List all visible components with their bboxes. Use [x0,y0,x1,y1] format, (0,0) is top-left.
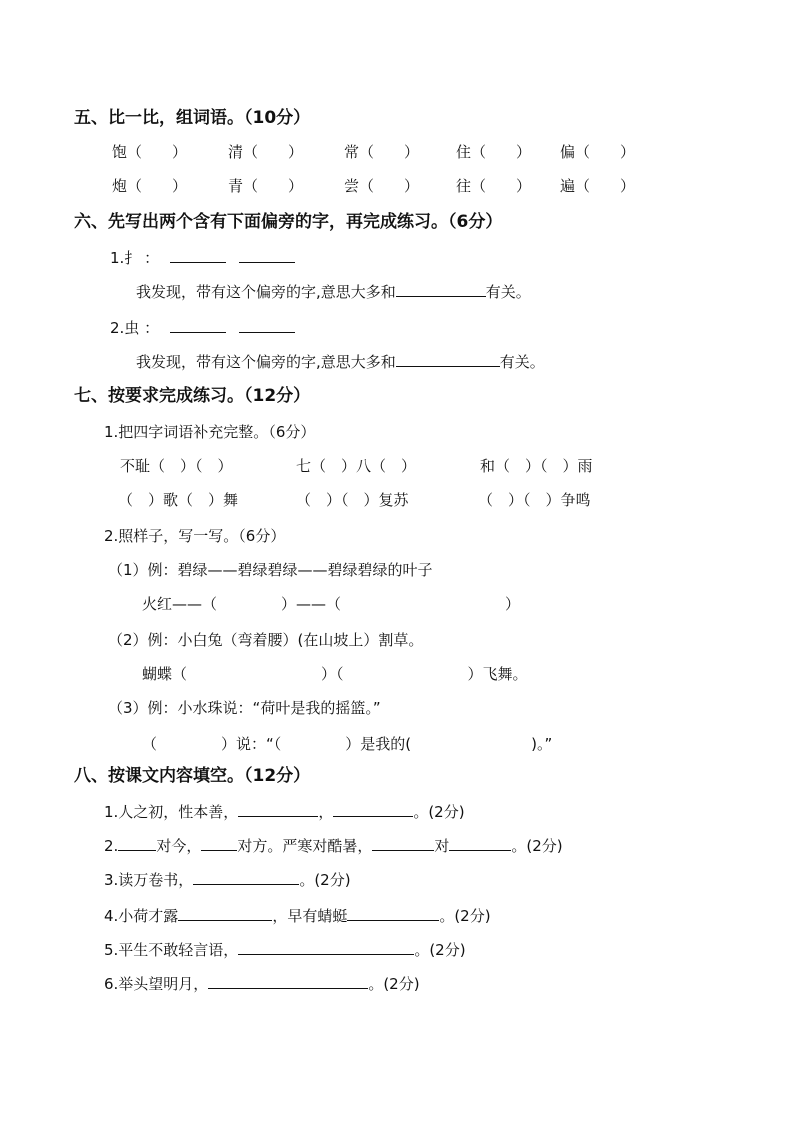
compare-word-7: 青（ ） [228,177,304,195]
fill-text: 对今， [156,837,202,855]
exercise-text: ）是我的( [345,735,412,753]
answer-blank[interactable] [208,974,368,989]
example-1: （1）例：碧绿——碧绿碧绿——碧绿碧绿的叶子 [108,561,433,579]
section-5-title: 五、比一比，组词语。（10分） [74,108,311,128]
exercise-2 [142,664,528,684]
section-7-title: 七、按要求完成练习。（12分） [74,386,311,406]
fill-text: 。(2分) [299,871,351,889]
fill-line-4 [104,906,491,926]
fill-line-5 [104,940,466,960]
compare-word-3: 常（ ） [344,143,420,161]
answer-blank[interactable] [449,836,511,851]
fill-text: 对方。严寒对酷暑， [237,837,373,855]
fill-text: 5.平生不敢轻言语， [104,941,239,959]
answer-blank[interactable] [333,802,413,817]
answer-blank[interactable] [372,836,434,851]
exercise-1 [142,594,520,614]
answer-blank[interactable] [239,318,295,333]
answer-blank[interactable] [118,836,156,851]
compare-word-6: 炮（ ） [112,177,188,195]
exercise-text: ）——（ [281,595,342,613]
answer-blank[interactable] [170,248,226,263]
fill-text: 。(2分) [413,803,465,821]
answer-blank[interactable] [178,906,272,921]
idiom-3: 和（ ）（ ）雨 [480,457,593,475]
radical-label-2: 2.虫 ： [110,319,160,337]
radical-sentence-2 [136,352,545,372]
answer-blank[interactable] [396,282,486,297]
compare-word-5: 偏（ ） [560,143,636,161]
fill-line-3 [104,870,351,890]
section-6-title: 六、先写出两个含有下面偏旁的字，再完成练习。（6分） [74,212,503,232]
fill-text: 1.人之初，性本善， [104,803,239,821]
idiom-4: （ ）歌（ ）舞 [118,491,239,509]
compare-word-1: 饱（ ） [112,143,188,161]
fill-text: ，早有蜻蜓 [272,907,348,925]
idiom-6: （ ）（ ）争鸣 [478,491,591,509]
fill-line-1 [104,802,465,822]
sentence-text: 我发现，带有这个偏旁的字,意思大多和 [136,353,396,371]
exercise-text: ）说：“（ [221,735,282,753]
fill-text: 。(2分) [511,837,563,855]
radical-sentence-1 [136,282,531,302]
answer-blank[interactable] [239,248,295,263]
exercise-text: 火红——（ [142,595,218,613]
sentence-text: 有关。 [499,353,545,371]
fill-line-2 [104,836,563,856]
exercise-text: )。” [531,735,553,753]
section-8-title: 八、按课文内容填空。（12分） [74,766,311,786]
compare-word-10: 遍（ ） [560,177,636,195]
fill-text: 对 [434,837,450,855]
compare-word-9: 往（ ） [456,177,532,195]
radical-item-2 [110,318,295,338]
sentence-text: 我发现，带有这个偏旁的字,意思大多和 [136,283,396,301]
sentence-text: 有关。 [485,283,531,301]
fill-text: 3.读万卷书， [104,871,194,889]
radical-label-1: 1.扌 ： [110,249,160,267]
fill-line-6 [104,974,420,994]
radical-item-1 [110,248,295,268]
exercise-text: ）（ [321,665,344,683]
answer-blank[interactable] [193,870,299,885]
question-7-1: 1.把四字词语补充完整。（6分） [104,423,316,441]
fill-text: ， [318,803,334,821]
fill-text: 。(2分) [414,941,466,959]
answer-blank[interactable] [201,836,237,851]
fill-text: 6.举头望明月， [104,975,209,993]
example-2: （2）例：小白兔（弯着腰）(在山坡上）割草。 [108,631,424,649]
compare-word-8: 尝（ ） [344,177,420,195]
fill-text: 4.小荷才露 [104,907,179,925]
idiom-5: （ ）（ ）复苏 [296,491,409,509]
answer-blank[interactable] [170,318,226,333]
example-3: （3）例：小水珠说：“荷叶是我的摇篮。” [108,699,381,717]
compare-word-2: 清（ ） [228,143,304,161]
fill-text: 2. [104,837,119,855]
exercise-text: （ [142,735,158,753]
answer-blank[interactable] [238,802,318,817]
answer-blank[interactable] [347,906,439,921]
exercise-text: ） [505,595,521,613]
answer-blank[interactable] [238,940,414,955]
idiom-2: 七（ ）八（ ） [296,457,417,475]
answer-blank[interactable] [396,352,500,367]
compare-word-4: 住（ ） [456,143,532,161]
fill-text: 。(2分) [368,975,420,993]
idiom-1: 不耻（ ）（ ） [120,457,233,475]
exercise-3 [142,734,552,754]
exercise-text: 蝴蝶（ [142,665,188,683]
fill-text: 。(2分) [439,907,491,925]
question-7-2: 2.照样子，写一写。（6分） [104,527,286,545]
exercise-text: ）飞舞。 [467,665,528,683]
